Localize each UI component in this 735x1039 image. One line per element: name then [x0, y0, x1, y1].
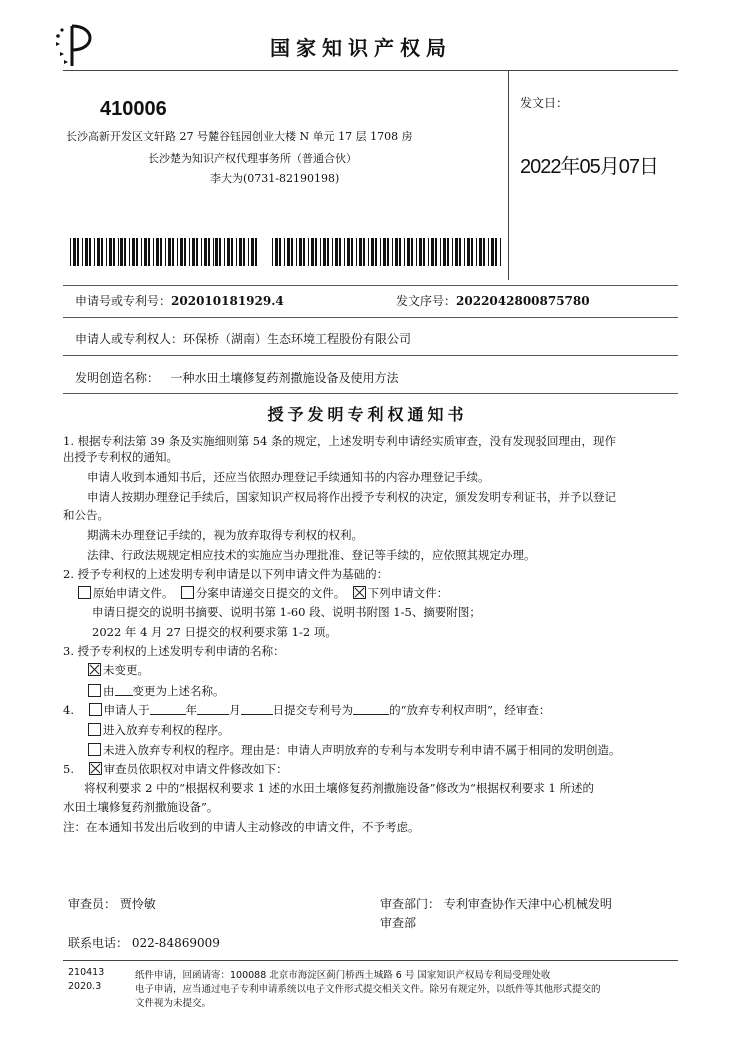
- barcode-bar: [243, 238, 245, 266]
- barcode-bar: [113, 238, 115, 266]
- notice-text: 将权利要求 2 中的“根据权利要求 1 述的水田土壤修复药剂撒施设备”修改为“根据权利要求 1 所述的: [84, 781, 595, 795]
- barcode-bar: [109, 238, 112, 266]
- barcode-bar: [303, 238, 305, 266]
- barcode-bar: [387, 238, 389, 266]
- app-no-label: 申请号或专利号：: [75, 294, 172, 308]
- barcode-bar: [431, 238, 434, 266]
- footer-text: 电子申请，应当通过电子专利申请系统以电子文件形式提交相关文件。除另有规定外，以纸件等其他形式提交的: [135, 984, 601, 995]
- barcode-bar: [464, 238, 465, 266]
- barcode-bar: [491, 238, 494, 266]
- barcode-bar: [213, 238, 214, 266]
- option-label: 分案申请递交日提交的文件。: [195, 586, 346, 600]
- option-label: 下列申请文件：: [367, 586, 449, 600]
- notice-text: 2022 年 4 月 27 日提交的权利要求第 1-2 项。: [92, 625, 337, 639]
- barcode-bar: [148, 238, 150, 266]
- barcode-bar: [380, 238, 381, 266]
- barcode-bar: [70, 238, 71, 266]
- barcode-bar: [363, 238, 365, 266]
- barcode-bar: [483, 238, 485, 266]
- barcode-bar: [488, 238, 489, 266]
- address-line-1: 长沙高新开发区文轩路 27 号麓谷钰园创业大楼 N 单元 17 层 1708 房: [66, 130, 413, 143]
- barcode-bar: [248, 238, 249, 266]
- barcode-bar: [407, 238, 410, 266]
- checkbox-not-enter-waiver[interactable]: [88, 743, 101, 756]
- checkbox-name-unchanged[interactable]: [88, 663, 101, 676]
- notice-text: 1. 根据专利法第 39 条及实施细则第 54 条的规定，上述发明专利申请经实质审查，没有发现驳回理由，现作: [63, 434, 617, 448]
- section-3-title: 3. 授予专利权的上述发明专利申请的名称：: [63, 644, 285, 658]
- address-line-3: 李大为(0731-82190198): [210, 172, 340, 185]
- footer-text: 文件视为未提交。: [135, 998, 212, 1009]
- barcode-bar: [368, 238, 369, 266]
- barcode: [70, 238, 260, 266]
- phone-value: 022-84869009: [131, 936, 220, 950]
- barcode-bar: [97, 238, 100, 266]
- blank-field: [353, 704, 389, 715]
- barcode-bar: [101, 238, 103, 266]
- barcode-bar: [392, 238, 393, 266]
- dept-value: 专利审查协作天津中心机械发明: [443, 897, 612, 911]
- dept-label: 审查部门：: [380, 897, 441, 911]
- notice-note: 注：在本通知书发出后收到的申请人主动修改的申请文件，不予考虑。: [63, 820, 420, 834]
- postcode: 410006: [100, 98, 167, 120]
- barcode-bar: [423, 238, 425, 266]
- option-label: 未变更。: [103, 663, 149, 677]
- barcode-bar: [356, 238, 357, 266]
- barcode-bar: [500, 238, 501, 266]
- checkbox-waiver[interactable]: [89, 703, 102, 716]
- office-name: 国家知识产权局: [270, 36, 452, 60]
- barcode-bar: [165, 238, 166, 266]
- barcode-bar: [144, 238, 147, 266]
- divider: [63, 285, 678, 286]
- barcode-bar: [201, 238, 202, 266]
- notice-text: 出授予专利权的通知。: [63, 450, 178, 464]
- applicant-label: 申请人或专利权人：: [75, 332, 184, 346]
- checkbox-enter-waiver[interactable]: [88, 723, 101, 736]
- barcode-bar: [339, 238, 341, 266]
- barcode-bar: [227, 238, 230, 266]
- barcode-bar: [136, 238, 138, 266]
- notice-text: 水田土壤修复药剂撒施设备”。: [63, 800, 219, 814]
- notice-title: 授予发明专利权通知书: [267, 405, 468, 424]
- barcode-bar: [120, 238, 123, 266]
- barcode-bar: [399, 238, 401, 266]
- send-date-label: 发文日：: [520, 96, 569, 110]
- applicant-value: 环保桥（湖南）生态环境工程股份有限公司: [183, 332, 412, 346]
- barcode-bar: [184, 238, 186, 266]
- examiner-value: 贾怜敏: [119, 897, 156, 911]
- notice-text: 年: [185, 703, 198, 717]
- barcode-bar: [323, 238, 326, 266]
- barcode-bar: [311, 238, 314, 266]
- barcode: [272, 238, 504, 266]
- barcode-bar: [404, 238, 405, 266]
- barcode-bar: [344, 238, 345, 266]
- barcode-bar: [308, 238, 309, 266]
- barcode-bar: [236, 238, 237, 266]
- form-version: 2020.3: [68, 981, 102, 992]
- barcode-bar: [416, 238, 417, 266]
- option-label: 进入放弃专利权的程序。: [103, 723, 230, 737]
- barcode-bar: [231, 238, 233, 266]
- invention-title-label: 发明创造名称：: [75, 371, 160, 385]
- barcode-bar: [371, 238, 374, 266]
- barcode-bar: [272, 238, 273, 266]
- divider: [508, 70, 509, 280]
- barcode-bar: [351, 238, 353, 266]
- barcode-bar: [94, 238, 95, 266]
- checkbox-examiner-amend[interactable]: [89, 762, 102, 775]
- barcode-bar: [255, 238, 257, 266]
- barcode-bar: [459, 238, 461, 266]
- phone-label: 联系电话：: [68, 936, 129, 950]
- divider: [63, 70, 678, 71]
- notice-text: 日提交专利号为: [272, 703, 354, 717]
- checkbox-name-changed[interactable]: [88, 684, 101, 697]
- barcode-bar: [177, 238, 178, 266]
- barcode-bar: [189, 238, 190, 266]
- barcode-bar: [73, 238, 76, 266]
- barcode-bar: [208, 238, 210, 266]
- barcode-bar: [153, 238, 154, 266]
- barcode-bar: [275, 238, 278, 266]
- blank-field: [241, 704, 273, 715]
- barcode-bar: [315, 238, 317, 266]
- examiner-label: 审查员：: [68, 897, 117, 911]
- doc-no-value: 2022042800875780: [456, 294, 590, 308]
- divider: [63, 393, 678, 394]
- blank-field: [197, 704, 229, 715]
- option-label: 未进入放弃专利权的程序。理由是：申请人声明放弃的专利与本发明专利申请不属于相同的发明创造。: [103, 743, 621, 757]
- barcode-bar: [192, 238, 195, 266]
- divider: [63, 960, 678, 961]
- notice-text: 申请人按期办理登记手续后，国家知识产权局将作出授予专利权的决定，颁发发明专利证书，并予以登记: [87, 490, 616, 504]
- barcode-bar: [89, 238, 91, 266]
- barcode-bar: [443, 238, 446, 266]
- barcode-bar: [347, 238, 350, 266]
- barcode-bar: [129, 238, 130, 266]
- barcode-bar: [85, 238, 88, 266]
- barcode-bar: [495, 238, 497, 266]
- barcode-bar: [435, 238, 437, 266]
- address-line-2: 长沙楚为知识产权代理事务所（普通合伙）: [148, 152, 357, 165]
- section-2-title: 2. 授予专利权的上述发明专利申请是以下列申请文件为基础的：: [63, 567, 389, 581]
- option-label: 变更为上述名称。: [132, 684, 225, 698]
- barcode-bar: [291, 238, 293, 266]
- dept-value-continued: 审查部: [380, 916, 417, 930]
- footer-text: 纸件申请，回函请寄：100088 北京市海淀区蓟门桥西土城路 6 号 国家知识产权局专利局受理处收: [135, 970, 551, 981]
- section-5-number: 5.: [63, 762, 74, 776]
- barcode-bar: [327, 238, 329, 266]
- blank-field: [115, 685, 133, 696]
- barcode-bar: [332, 238, 333, 266]
- barcode-bar: [479, 238, 482, 266]
- notice-text: 法律、行政法规规定相应技术的实施应当办理批准、登记等手续的，应依照其规定办理。: [87, 548, 536, 562]
- barcode-bar: [419, 238, 422, 266]
- cnipa-logo-icon: [52, 20, 100, 72]
- divider: [63, 317, 678, 318]
- checkbox-divisional-files[interactable]: [181, 586, 194, 599]
- barcode-bar: [375, 238, 377, 266]
- barcode-bar: [279, 238, 281, 266]
- barcode-bar: [287, 238, 290, 266]
- barcode-bar: [141, 238, 142, 266]
- barcode-bar: [447, 238, 449, 266]
- app-no-value: 202010181929.4: [171, 294, 284, 308]
- section-4-number: 4.: [63, 703, 74, 717]
- barcode-bar: [82, 238, 83, 266]
- barcode-bar: [320, 238, 321, 266]
- option-label: 原始申请文件。: [93, 586, 174, 600]
- barcode-bar: [440, 238, 441, 266]
- barcode-bar: [124, 238, 126, 266]
- checkbox-following-files[interactable]: [353, 586, 366, 599]
- notice-text: 申请日提交的说明书摘要、说明书第 1-60 段、说明书附图 1-5、摘要附图；: [92, 605, 481, 619]
- form-code: 210413: [68, 967, 105, 978]
- barcode-bar: [132, 238, 135, 266]
- barcode-bar: [156, 238, 159, 266]
- barcode-bar: [471, 238, 473, 266]
- notice-text: 月: [229, 703, 241, 717]
- barcode-bar: [251, 238, 254, 266]
- barcode-bar: [160, 238, 162, 266]
- barcode-bar: [296, 238, 297, 266]
- barcode-bar: [172, 238, 174, 266]
- doc-no-label: 发文序号：: [396, 294, 457, 308]
- barcode-bar: [168, 238, 171, 266]
- barcode-bar: [411, 238, 413, 266]
- barcode-bar: [239, 238, 242, 266]
- barcode-bar: [219, 238, 221, 266]
- checkbox-original-files[interactable]: [78, 586, 91, 599]
- barcode-bar: [359, 238, 362, 266]
- notice-text: 申请人收到本通知书后，还应当依照办理登记手续通知书的内容办理登记手续。: [87, 470, 490, 484]
- barcode-bar: [180, 238, 183, 266]
- barcode-bar: [452, 238, 453, 266]
- notice-text: 期满未办理登记手续的，视为放弃取得专利权的权利。: [87, 528, 363, 542]
- barcode-bar: [455, 238, 458, 266]
- invention-title-value: 一种水田土壤修复药剂撒施设备及使用方法: [170, 371, 399, 385]
- notice-text: 申请人于: [103, 703, 150, 717]
- barcode-bar: [335, 238, 338, 266]
- barcode-bar: [299, 238, 302, 266]
- barcode-bar: [467, 238, 470, 266]
- barcode-bar: [224, 238, 225, 266]
- section-5-title: 审查员依职权对申请文件修改如下：: [103, 762, 288, 776]
- notice-text: 的“放弃专利权声明”，经审查：: [389, 703, 551, 717]
- divider: [63, 355, 678, 356]
- barcode-bar: [118, 238, 119, 266]
- barcode-bar: [196, 238, 198, 266]
- barcode-bar: [383, 238, 386, 266]
- barcode-bar: [77, 238, 79, 266]
- barcode-bar: [284, 238, 285, 266]
- notice-text: 和公告。: [63, 508, 109, 522]
- barcode-bar: [476, 238, 477, 266]
- barcode-bar: [215, 238, 218, 266]
- barcode-bar: [428, 238, 429, 266]
- send-date-value: 2022年05月07日: [520, 156, 658, 178]
- barcode-bar: [204, 238, 207, 266]
- option-label: 由: [103, 684, 115, 698]
- blank-field: [150, 704, 186, 715]
- barcode-bar: [106, 238, 107, 266]
- barcode-bar: [395, 238, 398, 266]
